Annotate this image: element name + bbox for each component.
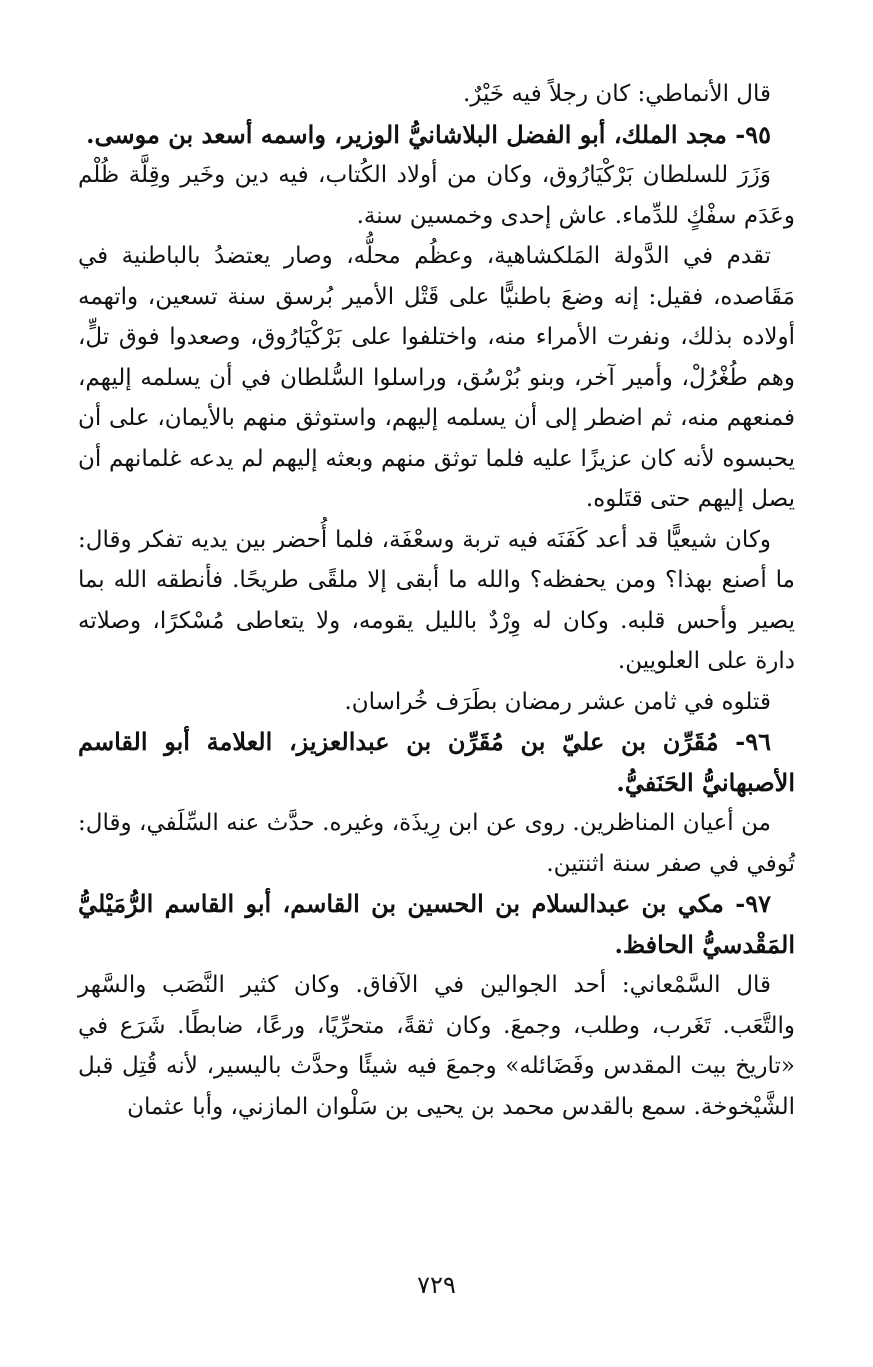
paragraph-95-death: قتلوه في ثامن عشر رمضان بطَرَف خُراسان. xyxy=(344,688,771,715)
paragraph-97-bio: قال السَّمْعاني: أحد الجوالين في الآفاق. وكان كثير النَّصَب والسَّهر والتَّعَب. تَغَرب، وطلب، وجمعَ. وكان ثقةً، متحرِّيًا، ورعًا، ضابطًا. شَرَع في «تاريخ بيت المقدس وفَضَائله» وجمعَ فيه شيئًا وحدَّث باليسير، لأنه قُتِل قبل الشَّيْخوخة. سمع بالقدس محمد بن يحيى بن سَلْوان المازني، وأبا عثمان xyxy=(78,972,795,1120)
entry-heading-96: ٩٦- مُقَرِّن بن عليّ بن مُقَرِّن بن عبدالعزيز، العلامة أبو القاسم الأصبهانيُّ الحَنَفيُّ. xyxy=(78,727,795,797)
page-number: ٧٢٩ xyxy=(417,1271,456,1299)
entry-heading-95: ٩٥- مجد الملك، أبو الفضل البلاشانيُّ الوزير، واسمه أسعد بن موسى. xyxy=(86,119,771,149)
paragraph-95-shroud: وكان شيعيًّا قد أعد كَفَنَه فيه تربة وسعْفَة، فلما أُحضر بين يديه تفكر وقال: ما أصنع بهذا؟ ومن يحفظه؟ والله ما أبقى إلا ملقًى طريحًا. فأنطقه الله بما يصير وأحس قلبه. وكان له وِرْدٌ بالليل يقومه، ولا يتعاطى مُسْكرًا، وصلاته دارة على العلويين. xyxy=(78,526,795,674)
paragraph-96-bio: من أعيان المناظرين. روى عن ابن رِيذَة، وغيره. حدَّث عنه السِّلَفي، وقال: تُوفي في صفر سنة اثنتين. xyxy=(78,810,795,877)
paragraph-95-career: تقدم في الدَّولة المَلكشاهية، وعظُم محلُّه، وصار يعتضدُ بالباطنية في مَقَاصده، فقيل: إنه وضعَ باطنيًّا على قَتْل الأمير بُرسق سنة تسعين، واتهمه أولاده بذلك، ونفرت الأمراء منه، واختلفوا على بَرْكْيَارُوق، وصعدوا فوق تلٍّ، وهم طُغْرُلْ، وأمير آخر، وبنو بُرْسُق، وراسلوا السُّلطان في أن يسلمه إليهم، فمنعهم منه، ثم اضطر إلى أن يسلمه إليهم، واستوثق منهم بالأيمان، على أن يحبسوه لأنه كان عزيزًا عليه فلما توثق منهم وبعثه إليهم لم يدعه غلمانهم أن يصل إليهم حتى قتَلوه. xyxy=(78,243,795,512)
paragraph-anmati-quote: قال الأنماطي: كان رجلاً فيه خَيْرٌ. xyxy=(462,81,771,107)
paragraph-95-vizierate: وَزَرَ للسلطان بَرْكْيَارُوق، وكان من أولاد الكُتاب، فيه دين وخَير وقِلَّة ظُلْم وعَدَم سفْكٍ للدِّماء. عاش إحدى وخمسين سنة. xyxy=(78,162,795,229)
entry-heading-97: ٩٧- مكي بن عبدالسلام بن الحسين بن القاسم، أبو القاسم الرُّمَيْليُّ المَقْدسيُّ الحافظ. xyxy=(78,889,795,959)
